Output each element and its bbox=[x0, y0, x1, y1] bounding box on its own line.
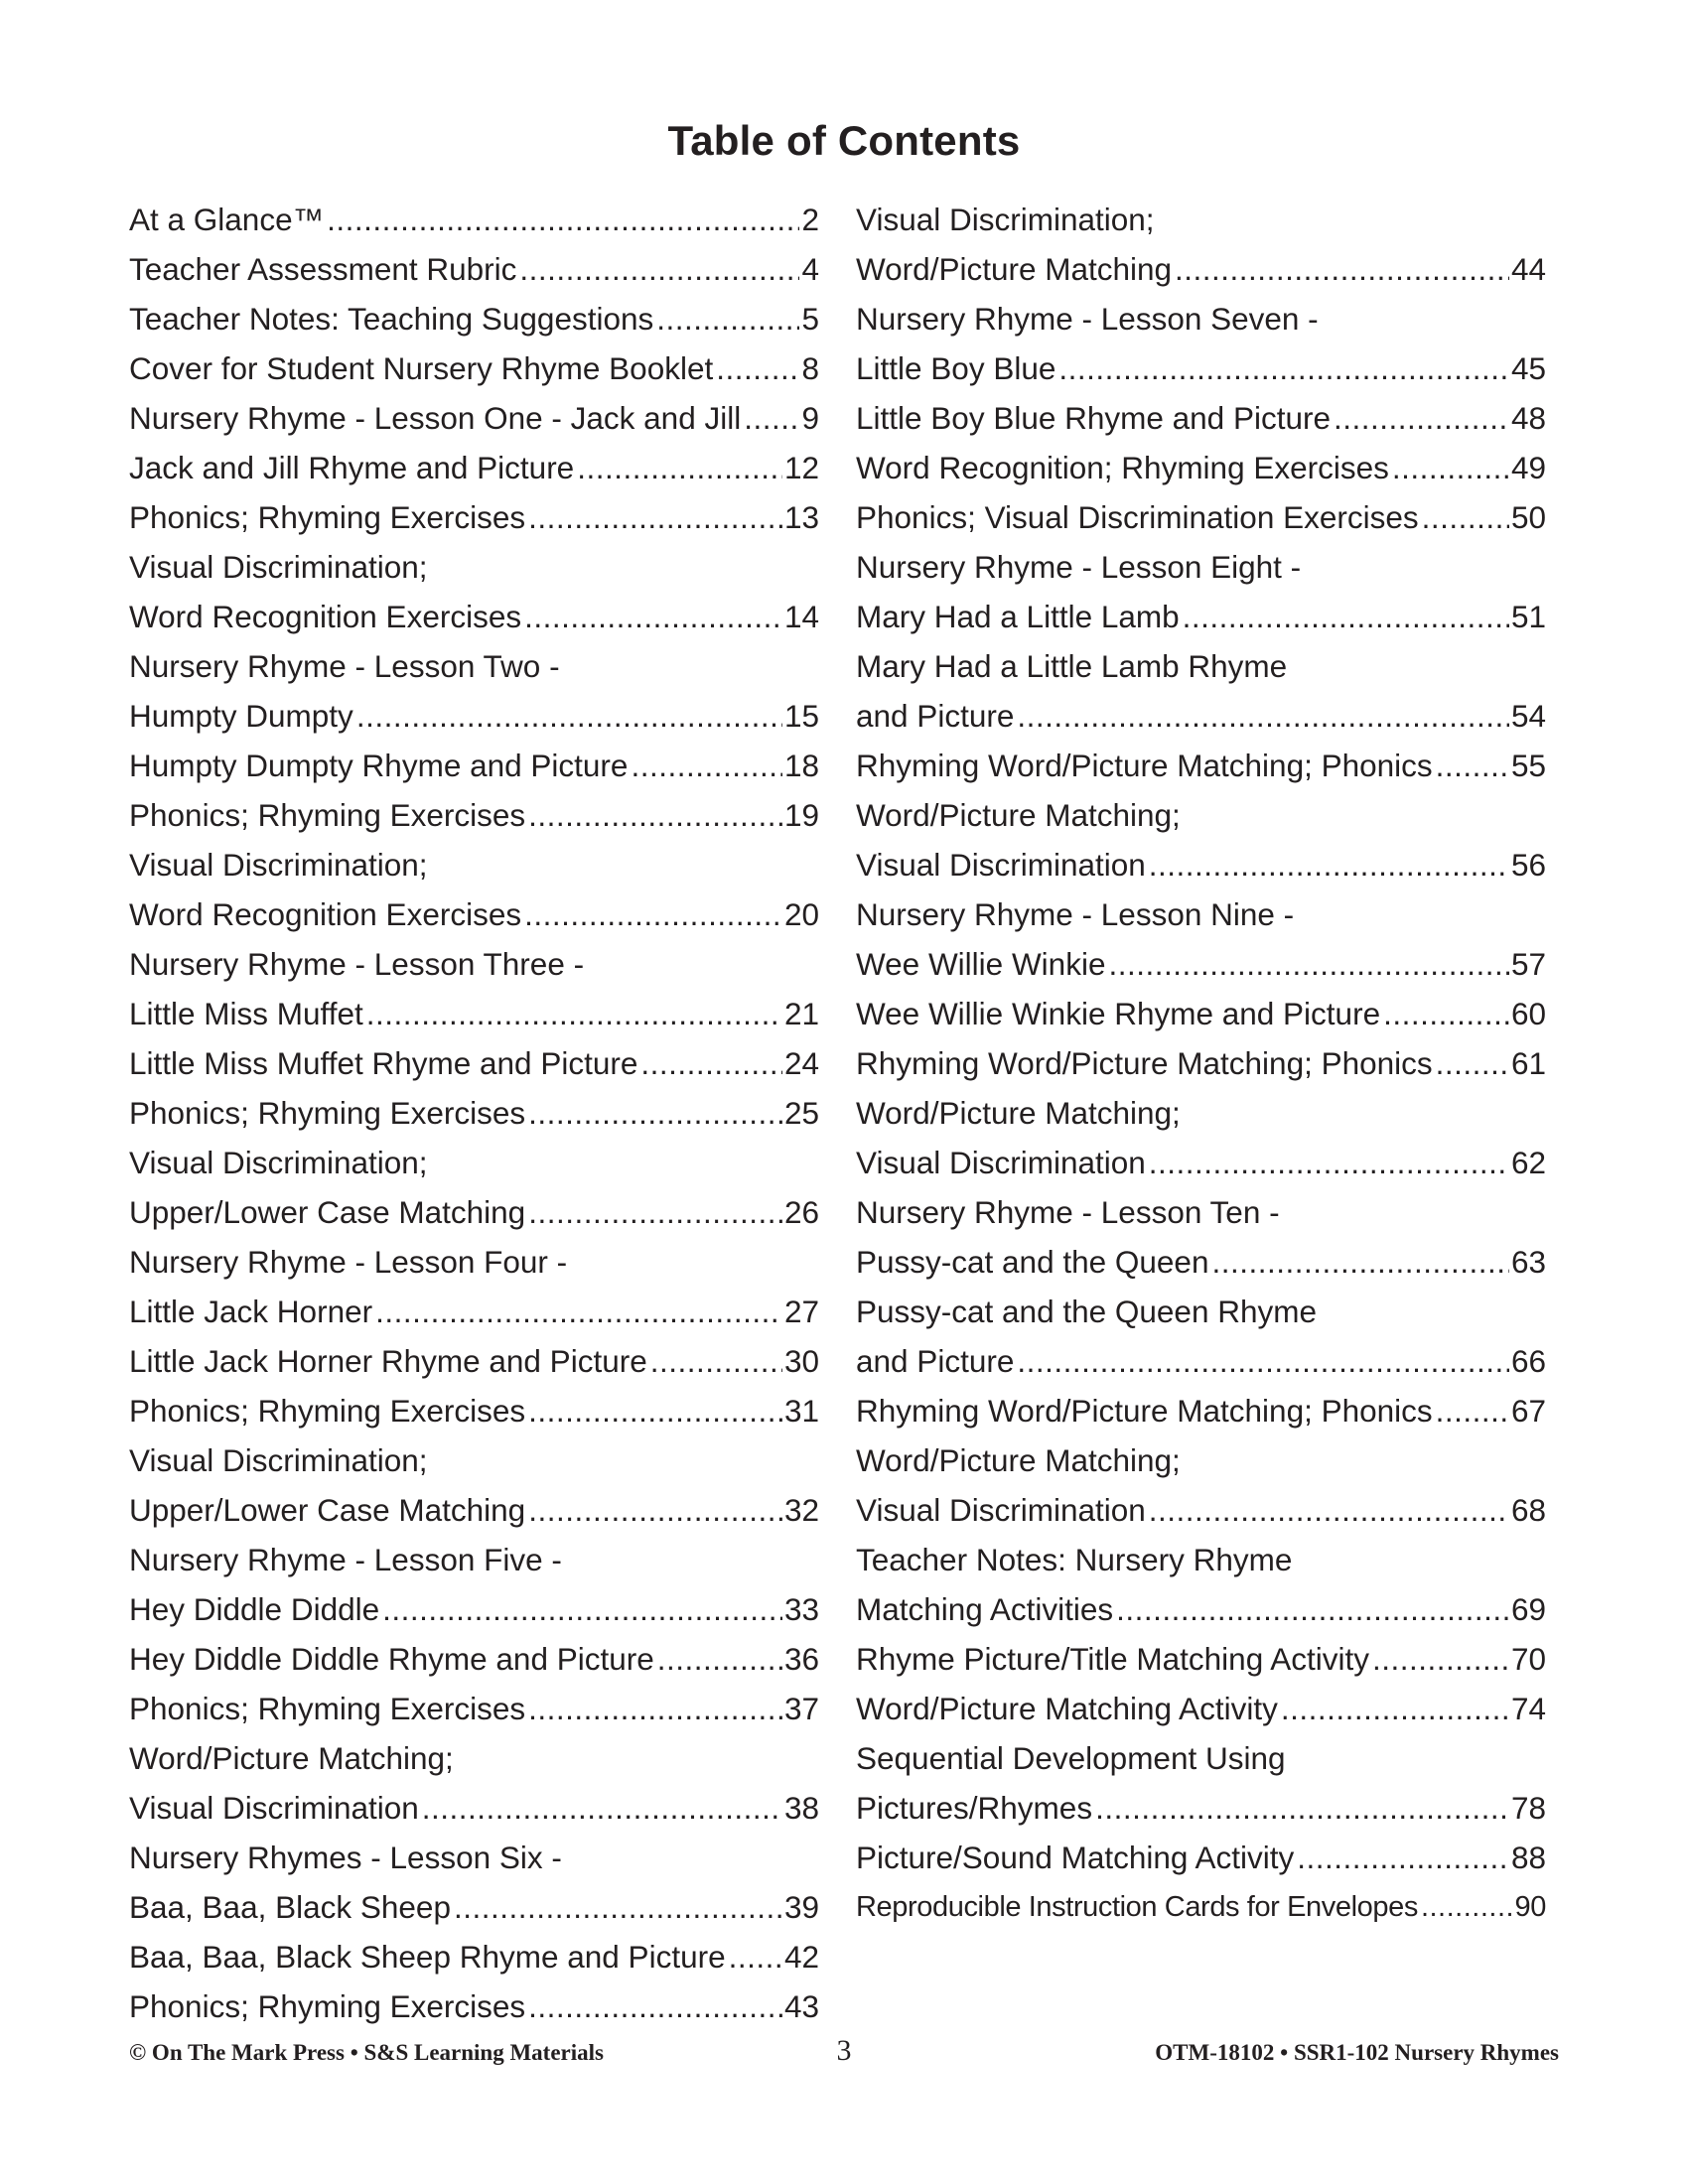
toc-dot-leader bbox=[419, 1783, 782, 1833]
toc-entry bbox=[856, 1584, 1546, 1634]
toc-entry bbox=[856, 889, 1546, 939]
toc-entry-title: Mary Had a Little Lamb bbox=[856, 599, 1180, 634]
toc-entry-page: 45 bbox=[1510, 350, 1546, 386]
toc-dot-leader bbox=[637, 1038, 782, 1088]
toc-entry-title: Phonics; Rhyming Exercises bbox=[129, 1393, 526, 1429]
toc-dot-leader bbox=[1433, 741, 1509, 790]
toc-entry-title: Word/Picture Matching; bbox=[129, 1740, 454, 1776]
toc-entry bbox=[129, 195, 819, 244]
toc-entry bbox=[129, 1038, 819, 1088]
toc-entry bbox=[856, 989, 1546, 1038]
toc-entry-page: 57 bbox=[1510, 946, 1546, 982]
toc-entry-title: Visual Discrimination; bbox=[129, 847, 428, 883]
toc-entry-title: Teacher Assessment Rubric bbox=[129, 251, 517, 287]
toc-dot-leader bbox=[525, 1187, 782, 1237]
toc-dot-leader bbox=[521, 889, 782, 939]
toc-entry-page: 33 bbox=[783, 1591, 819, 1627]
toc-right-column bbox=[856, 195, 1546, 1932]
toc-entry-title: Word Recognition; Rhyming Exercises bbox=[856, 450, 1389, 485]
toc-dot-leader bbox=[379, 1584, 782, 1634]
toc-entry bbox=[856, 1287, 1546, 1336]
toc-entry bbox=[856, 1485, 1546, 1535]
toc-entry-title: Teacher Notes: Nursery Rhyme bbox=[856, 1542, 1293, 1577]
toc-entry-title: Little Boy Blue Rhyme and Picture bbox=[856, 400, 1331, 436]
toc-dot-leader bbox=[525, 1981, 782, 2031]
toc-entry-title: Phonics; Rhyming Exercises bbox=[129, 1095, 526, 1131]
toc-entry bbox=[129, 1088, 819, 1138]
toc-entry bbox=[129, 294, 819, 343]
toc-entry-page: 54 bbox=[1510, 698, 1546, 734]
toc-entry-title: Nursery Rhyme - Lesson Four - bbox=[129, 1244, 568, 1280]
toc-entry-page: 78 bbox=[1510, 1790, 1546, 1826]
toc-entry-title: Visual Discrimination; bbox=[129, 549, 428, 585]
toc-dot-leader bbox=[1146, 840, 1509, 889]
toc-entry-title: Phonics; Rhyming Exercises bbox=[129, 1988, 526, 2024]
toc-entry bbox=[129, 1287, 819, 1336]
toc-entry-title: Pussy-cat and the Queen Rhyme bbox=[856, 1294, 1317, 1329]
toc-entry bbox=[129, 989, 819, 1038]
toc-dot-leader bbox=[741, 393, 799, 443]
toc-entry-title: Cover for Student Nursery Rhyme Booklet bbox=[129, 350, 714, 386]
toc-entry-page: 55 bbox=[1510, 748, 1546, 783]
toc-entry-page: 32 bbox=[783, 1492, 819, 1528]
toc-entry-page: 31 bbox=[783, 1393, 819, 1429]
toc-entry-page: 19 bbox=[783, 797, 819, 833]
toc-entry-page: 4 bbox=[801, 251, 819, 287]
toc-dot-leader bbox=[1014, 691, 1509, 741]
toc-dot-leader bbox=[1105, 939, 1508, 989]
toc-entry bbox=[129, 1138, 819, 1187]
toc-entry-title: Upper/Lower Case Matching bbox=[129, 1194, 526, 1230]
toc-entry-title: Little Miss Muffet bbox=[129, 996, 363, 1031]
toc-entry bbox=[129, 1882, 819, 1932]
toc-dot-leader bbox=[363, 989, 782, 1038]
toc-entry bbox=[856, 1138, 1546, 1187]
toc-entry-page: 12 bbox=[783, 450, 819, 485]
toc-entry-title: Phonics; Visual Discrimination Exercises bbox=[856, 499, 1419, 535]
toc-entry bbox=[856, 691, 1546, 741]
toc-entry-title: Nursery Rhyme - Lesson Ten - bbox=[856, 1194, 1280, 1230]
toc-entry-title: Rhyming Word/Picture Matching; Phonics bbox=[856, 748, 1433, 783]
toc-dot-leader bbox=[647, 1336, 782, 1386]
toc-dot-leader bbox=[451, 1882, 782, 1932]
toc-dot-leader bbox=[525, 492, 782, 542]
toc-entry bbox=[856, 1386, 1546, 1435]
toc-entry bbox=[129, 1535, 819, 1584]
toc-dot-leader bbox=[574, 443, 782, 492]
toc-entry-page: 44 bbox=[1510, 251, 1546, 287]
toc-entry-page: 21 bbox=[783, 996, 819, 1031]
page-title: Table of Contents bbox=[667, 117, 1021, 164]
toc-entry-title: Visual Discrimination bbox=[856, 1145, 1146, 1180]
toc-entry-page: 70 bbox=[1510, 1641, 1546, 1677]
toc-entry-title: Teacher Notes: Teaching Suggestions bbox=[129, 301, 654, 337]
toc-entry-title: Baa, Baa, Black Sheep bbox=[129, 1889, 451, 1925]
toc-entry bbox=[856, 542, 1546, 592]
toc-entry-page: 48 bbox=[1510, 400, 1546, 436]
toc-dot-leader bbox=[1294, 1833, 1509, 1882]
toc-entry bbox=[129, 1187, 819, 1237]
toc-entry-page: 14 bbox=[783, 599, 819, 634]
toc-entry bbox=[856, 840, 1546, 889]
toc-entry-title: Nursery Rhyme - Lesson Two - bbox=[129, 648, 560, 684]
toc-dot-leader bbox=[1172, 244, 1509, 294]
toc-entry-page: 63 bbox=[1510, 1244, 1546, 1280]
toc-entry-title: Humpty Dumpty Rhyme and Picture bbox=[129, 748, 629, 783]
toc-entry-title: Matching Activities bbox=[856, 1591, 1114, 1627]
toc-entry-page: 18 bbox=[783, 748, 819, 783]
toc-entry-page: 74 bbox=[1510, 1691, 1546, 1726]
toc-entry-page: 49 bbox=[1510, 450, 1546, 485]
toc-dot-leader bbox=[1433, 1038, 1509, 1088]
toc-entry-title: Word/Picture Matching; bbox=[856, 1095, 1181, 1131]
toc-entry-page: 37 bbox=[783, 1691, 819, 1726]
toc-entry bbox=[856, 1882, 1546, 1932]
toc-entry bbox=[129, 1485, 819, 1535]
toc-dot-leader bbox=[1014, 1336, 1509, 1386]
toc-entry bbox=[856, 294, 1546, 343]
footer-publisher: © On The Mark Press • S&S Learning Materials bbox=[129, 2040, 604, 2065]
toc-entry-title: Phonics; Rhyming Exercises bbox=[129, 1691, 526, 1726]
toc-entry bbox=[129, 244, 819, 294]
toc-entry bbox=[856, 1535, 1546, 1584]
toc-entry bbox=[856, 343, 1546, 393]
toc-entry bbox=[856, 492, 1546, 542]
toc-entry-page: 20 bbox=[783, 896, 819, 932]
toc-entry-title: Little Miss Muffet Rhyme and Picture bbox=[129, 1045, 638, 1081]
toc-entry bbox=[129, 492, 819, 542]
toc-entry-page: 8 bbox=[801, 350, 819, 386]
toc-entry-title: Word Recognition Exercises bbox=[129, 896, 522, 932]
toc-left-column bbox=[129, 195, 819, 2031]
toc-entry-title: Humpty Dumpty bbox=[129, 698, 353, 734]
toc-entry bbox=[129, 443, 819, 492]
toc-entry bbox=[129, 1981, 819, 2031]
toc-entry bbox=[129, 1237, 819, 1287]
toc-dot-leader bbox=[628, 741, 782, 790]
toc-dot-leader bbox=[1146, 1485, 1509, 1535]
toc-entry bbox=[856, 1038, 1546, 1088]
toc-entry-page: 9 bbox=[801, 400, 819, 436]
toc-entry-page: 39 bbox=[783, 1889, 819, 1925]
toc-entry bbox=[856, 1435, 1546, 1485]
toc-dot-leader bbox=[525, 1088, 782, 1138]
toc-entry-title: Nursery Rhyme - Lesson One - Jack and Jill bbox=[129, 400, 742, 436]
toc-entry bbox=[129, 1684, 819, 1733]
toc-entry-page: 38 bbox=[783, 1790, 819, 1826]
toc-entry bbox=[856, 592, 1546, 641]
toc-entry-title: Visual Discrimination bbox=[856, 1492, 1146, 1528]
toc-entry bbox=[856, 741, 1546, 790]
toc-entry bbox=[129, 1932, 819, 1981]
toc-entry-page: 15 bbox=[783, 698, 819, 734]
toc-entry bbox=[129, 393, 819, 443]
toc-entry bbox=[856, 1833, 1546, 1882]
toc-entry bbox=[129, 542, 819, 592]
toc-entry-page: 27 bbox=[783, 1294, 819, 1329]
toc-entry-page: 67 bbox=[1510, 1393, 1546, 1429]
toc-entry-title: Upper/Lower Case Matching bbox=[129, 1492, 526, 1528]
toc-entry-title: At a Glance™ bbox=[129, 202, 325, 237]
toc-entry bbox=[129, 889, 819, 939]
toc-entry bbox=[856, 393, 1546, 443]
toc-entry bbox=[856, 1634, 1546, 1684]
toc-entry-title: Pussy-cat and the Queen bbox=[856, 1244, 1209, 1280]
toc-entry-title: Nursery Rhyme - Lesson Seven - bbox=[856, 301, 1319, 337]
toc-entry-title: Word Recognition Exercises bbox=[129, 599, 522, 634]
toc-entry-title: Phonics; Rhyming Exercises bbox=[129, 797, 526, 833]
toc-entry-title: Hey Diddle Diddle bbox=[129, 1591, 380, 1627]
toc-entry bbox=[856, 1336, 1546, 1386]
toc-entry-title: Little Jack Horner bbox=[129, 1294, 373, 1329]
toc-entry-page: 42 bbox=[783, 1939, 819, 1975]
toc-dot-leader bbox=[653, 294, 799, 343]
toc-entry bbox=[129, 1733, 819, 1783]
toc-dot-leader bbox=[713, 343, 799, 393]
toc-entry bbox=[129, 691, 819, 741]
toc-entry-title: Nursery Rhymes - Lesson Six - bbox=[129, 1840, 562, 1875]
toc-dot-leader bbox=[1389, 443, 1509, 492]
toc-entry-title: Nursery Rhyme - Lesson Three - bbox=[129, 946, 585, 982]
toc-entry-title: Nursery Rhyme - Lesson Five - bbox=[129, 1542, 562, 1577]
toc-dot-leader bbox=[1146, 1138, 1509, 1187]
toc-entry-page: 13 bbox=[783, 499, 819, 535]
toc-dot-leader bbox=[372, 1287, 782, 1336]
toc-entry-page: 56 bbox=[1510, 847, 1546, 883]
toc-entry-page: 43 bbox=[783, 1988, 819, 2024]
toc-entry-page: 90 bbox=[1514, 1891, 1546, 1923]
toc-entry-title: Pictures/Rhymes bbox=[856, 1790, 1093, 1826]
toc-entry-title: Mary Had a Little Lamb Rhyme bbox=[856, 648, 1288, 684]
toc-entry-title: Word/Picture Matching Activity bbox=[856, 1691, 1278, 1726]
toc-dot-leader bbox=[521, 592, 782, 641]
toc-entry-title: Rhyming Word/Picture Matching; Phonics bbox=[856, 1045, 1433, 1081]
toc-dot-leader bbox=[1278, 1684, 1509, 1733]
toc-entry bbox=[129, 741, 819, 790]
toc-entry bbox=[856, 1237, 1546, 1287]
toc-entry bbox=[129, 939, 819, 989]
toc-entry-page: 36 bbox=[783, 1641, 819, 1677]
toc-entry-title: Reproducible Instruction Cards for Envelopes bbox=[856, 1891, 1418, 1923]
toc-dot-leader bbox=[1380, 989, 1509, 1038]
toc-dot-leader bbox=[1092, 1783, 1509, 1833]
toc-entry-page: 88 bbox=[1510, 1840, 1546, 1875]
toc-dot-leader bbox=[1331, 393, 1509, 443]
toc-entry bbox=[129, 1435, 819, 1485]
toc-entry-page: 61 bbox=[1510, 1045, 1546, 1081]
toc-entry bbox=[856, 641, 1546, 691]
toc-dot-leader bbox=[654, 1634, 782, 1684]
toc-dot-leader bbox=[1433, 1386, 1509, 1435]
toc-entry-title: Visual Discrimination; bbox=[856, 202, 1155, 237]
toc-dot-leader bbox=[1208, 1237, 1508, 1287]
toc-entry-page: 26 bbox=[783, 1194, 819, 1230]
toc-entry-title: Rhyming Word/Picture Matching; Phonics bbox=[856, 1393, 1433, 1429]
toc-dot-leader bbox=[1419, 492, 1509, 542]
toc-entry bbox=[856, 1088, 1546, 1138]
footer-page-number: 3 bbox=[836, 2034, 852, 2067]
toc-entry-title: Visual Discrimination; bbox=[129, 1442, 428, 1478]
toc-entry-title: Word/Picture Matching; bbox=[856, 797, 1181, 833]
toc-entry bbox=[856, 443, 1546, 492]
toc-dot-leader bbox=[1180, 592, 1509, 641]
toc-entry bbox=[129, 592, 819, 641]
toc-entry-page: 50 bbox=[1510, 499, 1546, 535]
toc-entry-page: 66 bbox=[1510, 1343, 1546, 1379]
footer-product-code: OTM-18102 • SSR1-102 Nursery Rhymes bbox=[1155, 2040, 1559, 2065]
toc-entry bbox=[129, 1783, 819, 1833]
toc-entry-title: Little Boy Blue bbox=[856, 350, 1056, 386]
toc-entry-title: Phonics; Rhyming Exercises bbox=[129, 499, 526, 535]
toc-entry bbox=[856, 1187, 1546, 1237]
toc-entry-page: 62 bbox=[1510, 1145, 1546, 1180]
toc-dot-leader bbox=[525, 1386, 782, 1435]
toc-entry-page: 5 bbox=[801, 301, 819, 337]
toc-entry bbox=[856, 939, 1546, 989]
toc-entry bbox=[129, 1833, 819, 1882]
toc-entry bbox=[129, 343, 819, 393]
toc-entry-title: Little Jack Horner Rhyme and Picture bbox=[129, 1343, 647, 1379]
toc-dot-leader bbox=[525, 1485, 782, 1535]
toc-entry-title: Visual Discrimination; bbox=[129, 1145, 428, 1180]
toc-entry bbox=[856, 195, 1546, 244]
toc-dot-leader bbox=[1418, 1882, 1513, 1932]
toc-entry-title: Word/Picture Matching bbox=[856, 251, 1173, 287]
toc-entry bbox=[129, 840, 819, 889]
toc-entry-title: Baa, Baa, Black Sheep Rhyme and Picture bbox=[129, 1939, 726, 1975]
toc-entry bbox=[129, 790, 819, 840]
toc-entry-page: 25 bbox=[783, 1095, 819, 1131]
toc-entry-title: and Picture bbox=[856, 698, 1015, 734]
toc-entry-title: Visual Discrimination bbox=[856, 847, 1146, 883]
toc-entry-title: Hey Diddle Diddle Rhyme and Picture bbox=[129, 1641, 654, 1677]
toc-entry-title: Nursery Rhyme - Lesson Nine - bbox=[856, 896, 1295, 932]
toc-entry-page: 60 bbox=[1510, 996, 1546, 1031]
toc-entry-title: Jack and Jill Rhyme and Picture bbox=[129, 450, 575, 485]
toc-entry-title: Nursery Rhyme - Lesson Eight - bbox=[856, 549, 1302, 585]
toc-entry-title: Rhyme Picture/Title Matching Activity bbox=[856, 1641, 1369, 1677]
toc-entry-page: 51 bbox=[1510, 599, 1546, 634]
toc-entry-page: 69 bbox=[1510, 1591, 1546, 1627]
toc-entry bbox=[856, 1684, 1546, 1733]
toc-dot-leader bbox=[324, 195, 799, 244]
toc-entry-title: Word/Picture Matching; bbox=[856, 1442, 1181, 1478]
toc-dot-leader bbox=[525, 790, 782, 840]
toc-entry bbox=[856, 244, 1546, 294]
toc-dot-leader bbox=[1113, 1584, 1509, 1634]
toc-entry-page: 30 bbox=[783, 1343, 819, 1379]
toc-dot-leader bbox=[1369, 1634, 1509, 1684]
toc-entry bbox=[856, 1733, 1546, 1783]
toc-entry bbox=[129, 1386, 819, 1435]
toc-entry bbox=[129, 1634, 819, 1684]
toc-dot-leader bbox=[1055, 343, 1509, 393]
toc-entry bbox=[856, 1783, 1546, 1833]
toc-dot-leader bbox=[525, 1684, 782, 1733]
toc-dot-leader bbox=[726, 1932, 782, 1981]
toc-entry-title: Picture/Sound Matching Activity bbox=[856, 1840, 1295, 1875]
toc-entry-title: Wee Willie Winkie Rhyme and Picture bbox=[856, 996, 1381, 1031]
toc-entry-page: 68 bbox=[1510, 1492, 1546, 1528]
toc-entry bbox=[129, 1584, 819, 1634]
toc-entry-title: Wee Willie Winkie bbox=[856, 946, 1106, 982]
toc-entry bbox=[856, 790, 1546, 840]
toc-entry-page: 24 bbox=[783, 1045, 819, 1081]
toc-entry bbox=[129, 1336, 819, 1386]
toc-entry bbox=[129, 641, 819, 691]
toc-entry-title: Visual Discrimination bbox=[129, 1790, 419, 1826]
toc-entry-title: Sequential Development Using bbox=[856, 1740, 1286, 1776]
toc-entry-title: and Picture bbox=[856, 1343, 1015, 1379]
toc-dot-leader bbox=[353, 691, 782, 741]
toc-entry-page: 2 bbox=[801, 202, 819, 237]
toc-dot-leader bbox=[516, 244, 799, 294]
